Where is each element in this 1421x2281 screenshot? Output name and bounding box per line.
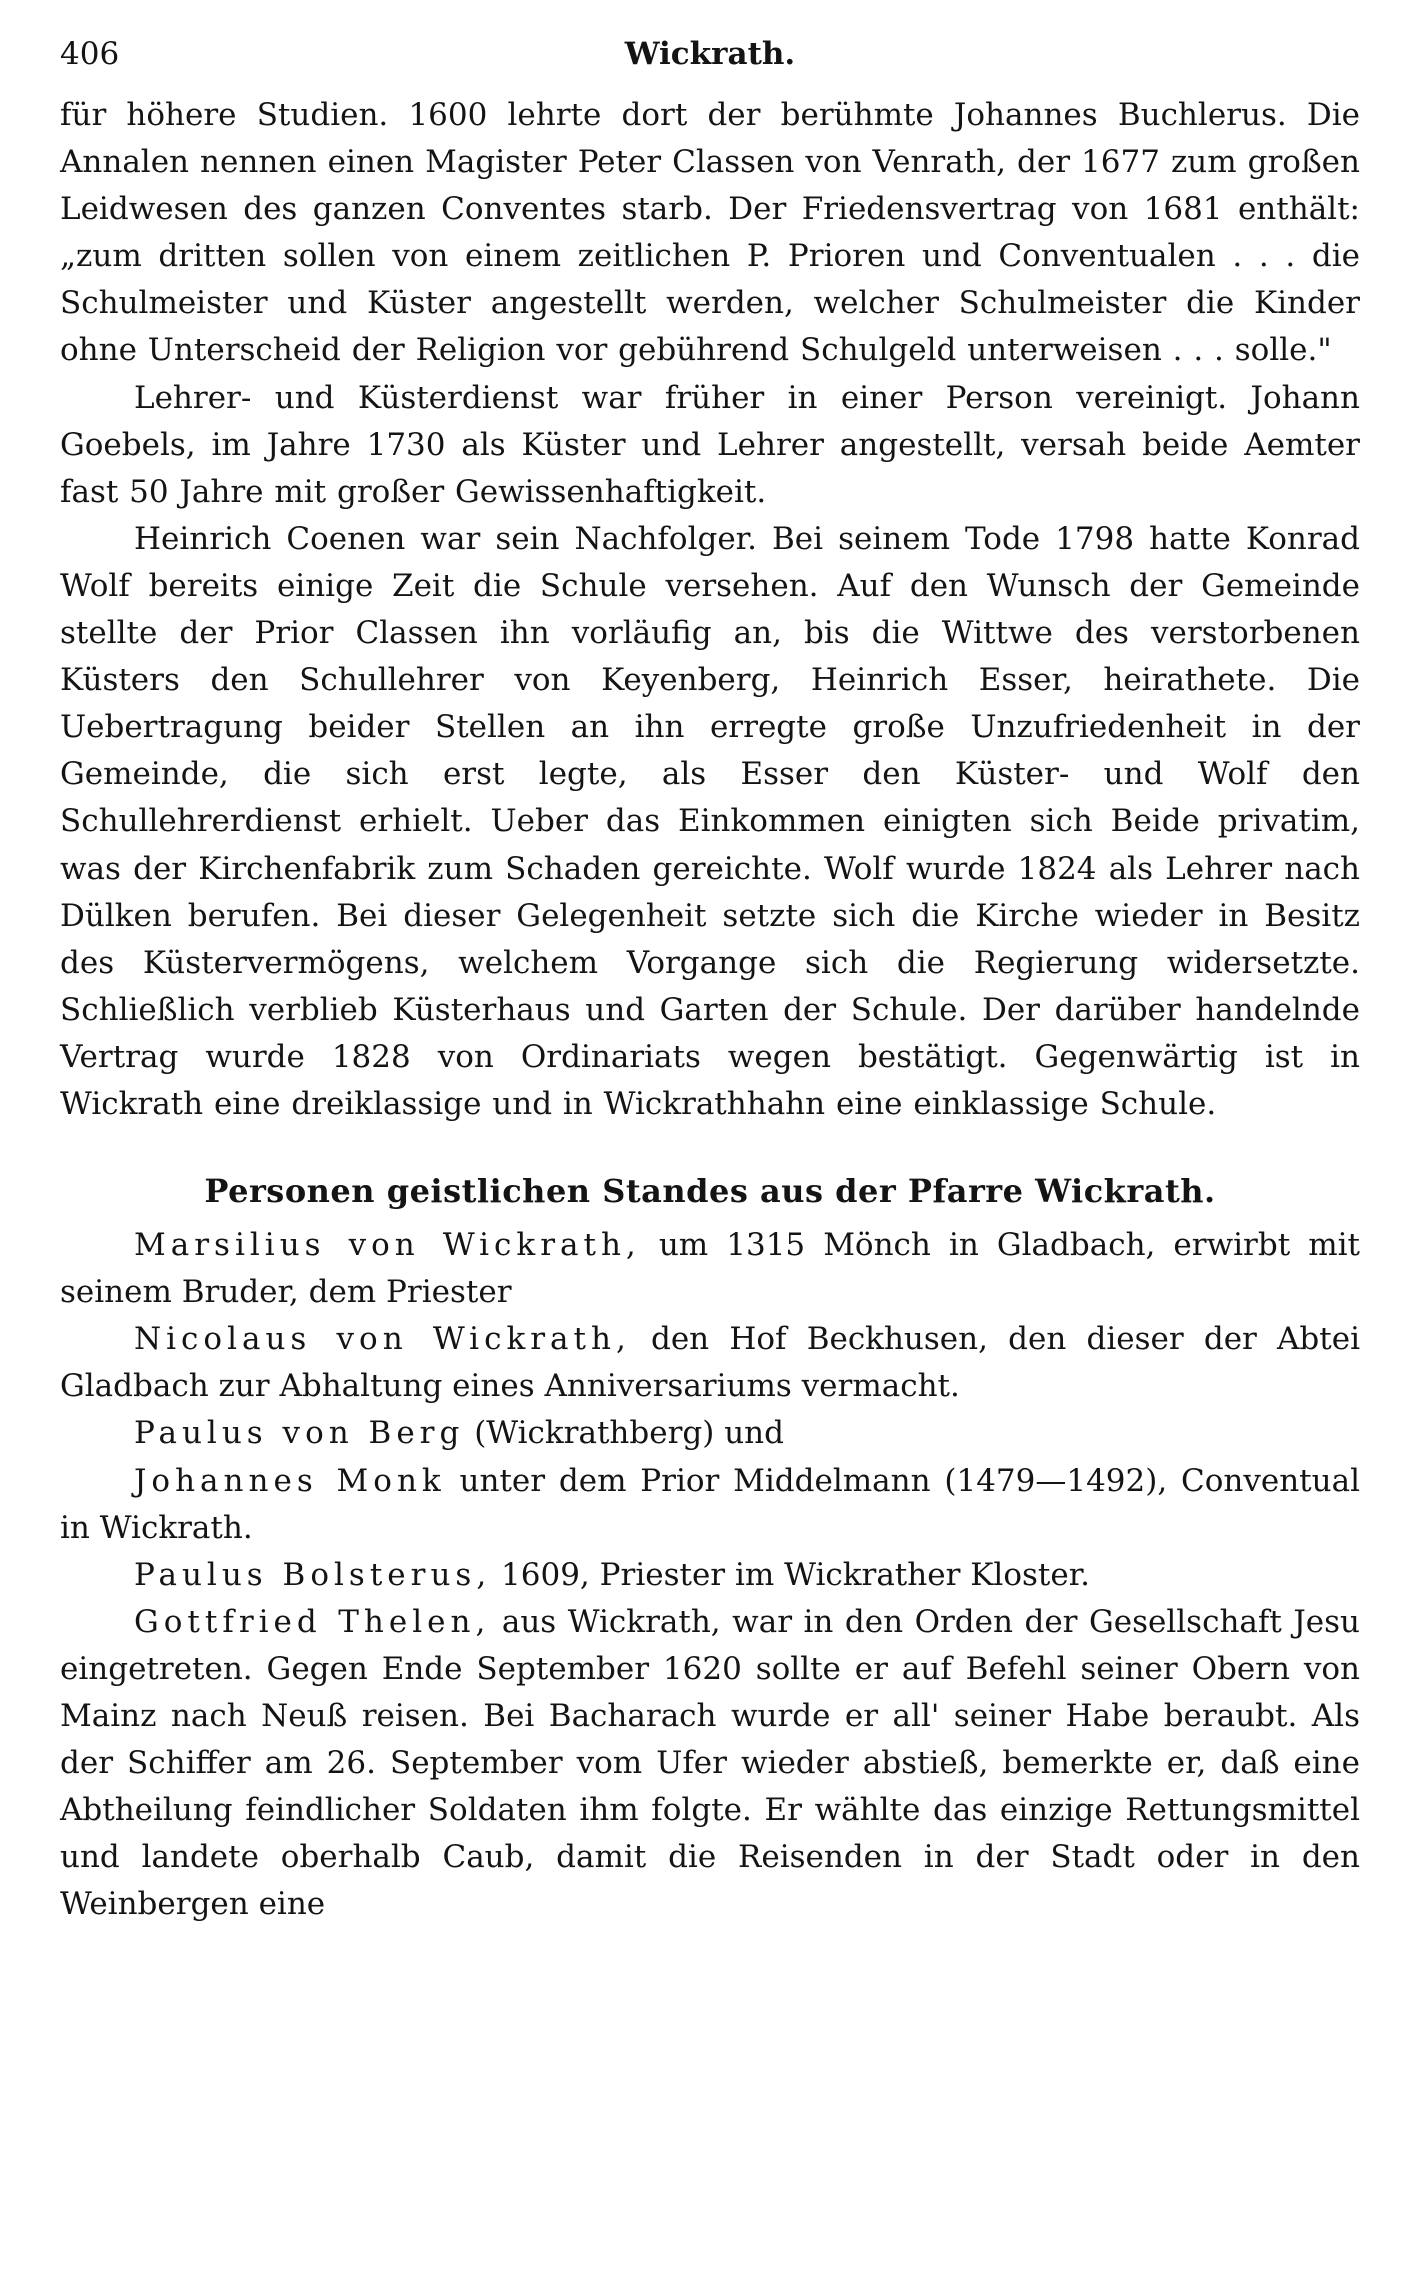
page-header — [60, 36, 1360, 92]
body-paragraph: für höhere Studien. 1600 lehrte dort der berühmte Johannes Buchlerus. Die Annalen nennen einen Magister Peter Classen von Venrath, der 1677 zum großen Leidwesen des ganzen Conventes starb. Der Friedensvertrag von 1681 enthält: „zum dritten sollen von einem zeitlichen P. Prioren und Conventualen . . . die Schulmeister und Küster angestellt werden, welcher Schulmeister die Kinder ohne Unterscheid der Religion vor gebührend Schulgeld unterweisen . . . solle." — [60, 97, 1360, 369]
book-page — [60, 36, 1360, 1928]
body-paragraph: Heinrich Coenen war sein Nachfolger. Bei seinem Tode 1798 hatte Konrad Wolf bereits einige Zeit die Schule versehen. Auf den Wunsch der Gemeinde stellte der Prior Classen ihn vorläufig an, bis die Wittwe des verstorbenen Küsters den Schullehrer von Keyenberg, Heinrich Esser, heirathete. Die Uebertragung beider Stellen an ihn erregte große Unzufriedenheit in der Gemeinde, die sich erst legte, als Esser den Küster- und Wolf den Schullehrerdienst erhielt. Ueber das Einkommen einigten sich Beide privatim, was der Kirchenfabrik zum Schaden gereichte. Wolf wurde 1824 als Lehrer nach Dülken berufen. Bei dieser Gelegenheit setzte sich die Kirche wieder in Besitz des Küstervermögens, welchem Vorgange sich die Regierung widersetzte. Schließlich verblieb Küsterhaus und Garten der Schule. Der darüber handelnde Vertrag wurde 1828 von Ordinariats wegen bestätigt. Gegenwärtig ist in Wickrath eine dreiklassige und in Wickrathhahn eine einklassige Schule. — [60, 520, 1360, 1122]
person-entry — [60, 1316, 1360, 1410]
running-title: Wickrath. — [624, 36, 796, 72]
person-name: Johannes Monk — [134, 1462, 446, 1499]
person-name: Marsilius von Wickrath, — [134, 1227, 641, 1264]
person-name: Paulus Bolsterus, — [134, 1556, 492, 1593]
section-heading: Personen geistlichen Standes aus der Pfarre Wickrath. — [204, 1172, 1216, 1211]
person-entry — [60, 1410, 1360, 1457]
person-description: um 1315 Mönch in Gladbach, erwirbt mit seinem Bruder, dem Priester — [60, 1227, 1360, 1311]
person-entry — [60, 1222, 1360, 1316]
person-description: (Wickrathberg) und — [464, 1415, 784, 1452]
person-entry — [60, 1458, 1360, 1552]
person-description: 1609, Priester im Wickrather Kloster. — [491, 1556, 1090, 1593]
person-name: Nicolaus von Wickrath, — [134, 1321, 631, 1358]
person-description: unter dem Prior Middelmann (1479—1492), Conventual in Wickrath. — [60, 1462, 1361, 1546]
person-description: den Hof Beckhusen, den dieser der Abtei Gladbach zur Abhaltung eines Anniversariums vermacht. — [60, 1321, 1360, 1405]
person-name: Paulus von Berg — [134, 1415, 465, 1452]
page-number: 406 — [60, 36, 120, 72]
person-entry — [60, 1552, 1360, 1599]
person-description: aus Wickrath, war in den Orden der Gesellschaft Jesu eingetreten. Gegen Ende September 1620 sollte er auf Befehl seiner Obern von Mainz nach Neuß reisen. Bei Bacharach wurde er all' seiner Habe beraubt. Als der Schiffer am 26. September vom Ufer wieder abstieß, bemerkte er, daß eine Abtheilung feindlicher Soldaten ihm folgte. Er wählte das einzige Rettungsmittel und landete oberhalb Caub, damit die Reisenden in der Stadt oder in den Weinbergen eine — [60, 1603, 1360, 1923]
body-paragraph: Lehrer- und Küsterdienst war früher in einer Person vereinigt. Johann Goebels, im Jahre 1730 als Küster und Lehrer angestellt, versah beide Aemter fast 50 Jahre mit großer Gewissenhaftigkeit. — [60, 379, 1360, 510]
person-entry — [60, 1599, 1360, 1929]
person-name: Gottfried Thelen, — [134, 1603, 491, 1640]
